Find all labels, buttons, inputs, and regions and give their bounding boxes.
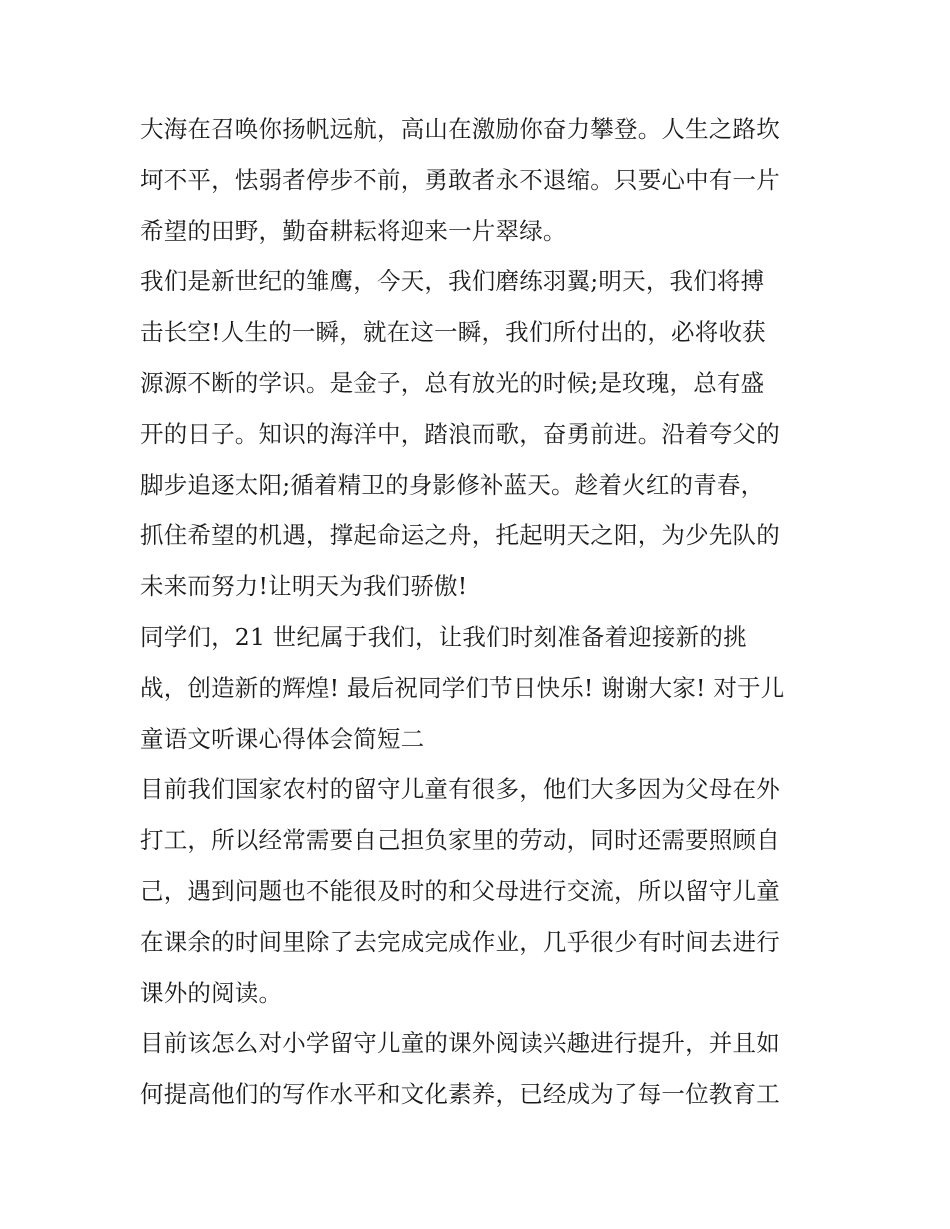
text-line: 未来而努力!让明天为我们骄傲! [140,572,468,601]
text-line: 大海在召唤你扬帆远航，高山在激励你奋力攀登。人生之路坎 [140,115,780,143]
text-line: 何提高他们的写作水平和文化素养，已经成为了每一位教育工 [140,1080,780,1109]
text-line: 课外的阅读。 [140,978,283,1007]
text-line: 抓住希望的机遇，撑起命运之舟，托起明天之阳，为少先队的 [140,521,780,550]
text-line: 己，遇到问题也不能很及时的和父母进行交流，所以留守儿童 [140,876,780,905]
text-line: 源源不断的学识。是金子，总有放光的时候;是玫瑰，总有盛 [140,368,765,397]
section-heading: 童语文听课心得体会简短二 [140,724,425,753]
text-line: 打工，所以经常需要自己担负家里的劳动，同时还需要照顾自 [140,826,780,855]
text-line: 希望的田野，勤奋耕耘将迎来一片翠绿。 [140,216,567,245]
text-line: 击长空!人生的一瞬，就在这一瞬，我们所付出的，必将收获 [140,318,766,347]
text-line: 开的日子。知识的海洋中，踏浪而歌，奋勇前进。沿着夸父的 [140,419,780,448]
text-line: 目前该怎么对小学留守儿童的课外阅读兴趣进行提升，并且如 [140,1029,780,1058]
text-line: 脚步追逐太阳;循着精卫的身影修补蓝天。趁着火红的青春， [140,470,765,499]
document-body [140,104,820,1120]
paragraph [140,1018,820,1120]
text-line: 目前我们国家农村的留守儿童有很多，他们大多因为父母在外 [140,775,780,804]
text-line: 我们是新世纪的雏鹰，今天，我们磨练羽翼;明天，我们将搏 [140,267,765,296]
text-line: 战，创造新的辉煌! 最后祝同学们节日快乐! 谢谢大家! 对于儿 [140,673,785,702]
paragraph [140,256,820,612]
text-line: 同学们，21 世纪属于我们，让我们时刻准备着迎接新的挑 [140,622,747,651]
paragraph [140,104,820,256]
text-line: 在课余的时间里除了去完成完成作业，几乎很少有时间去进行 [140,927,780,956]
paragraph [140,764,820,1018]
paragraph [140,612,820,764]
text-line: 坷不平，怯弱者停步不前，勇敢者永不退缩。只要心中有一片 [140,165,780,194]
